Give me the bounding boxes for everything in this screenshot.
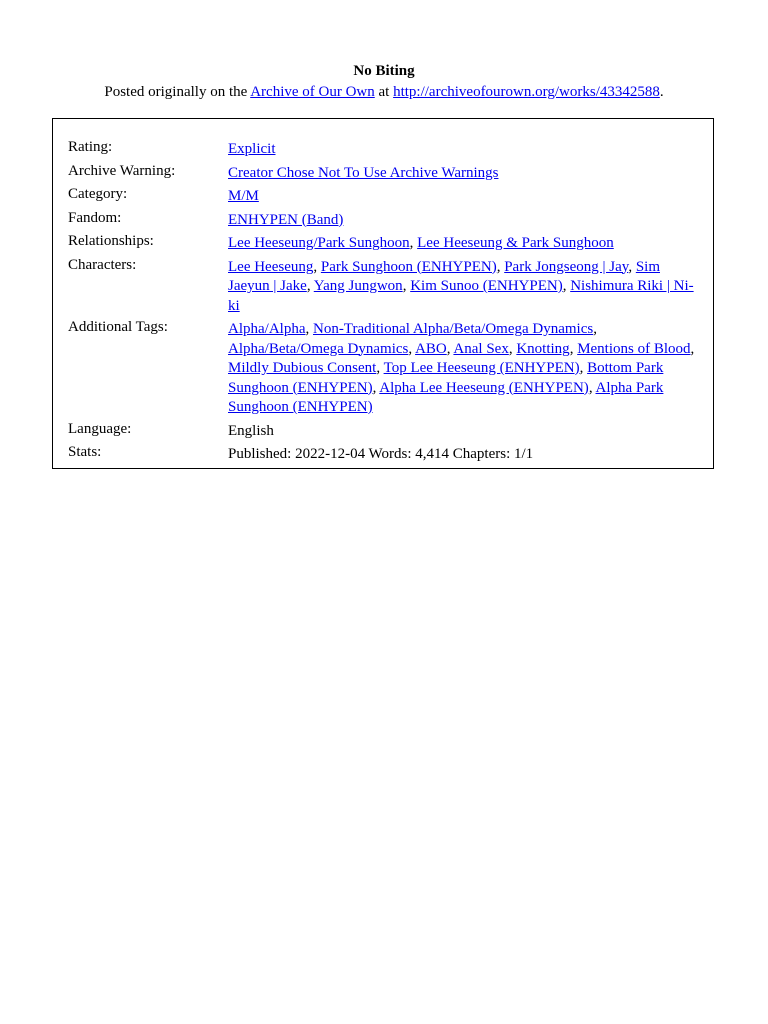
tag-link[interactable]: Knotting xyxy=(516,340,570,357)
stats-row xyxy=(68,443,698,465)
category-link[interactable]: M/M xyxy=(228,188,259,204)
tag-link[interactable]: Top Lee Heeseung (ENHYPEN) xyxy=(383,360,580,376)
character-link[interactable]: Nishimura Riki | Ni-ki xyxy=(228,278,694,314)
warning-value xyxy=(228,164,696,184)
warning-row xyxy=(68,162,698,184)
tag-link[interactable]: Mildly Dubious Consent xyxy=(228,360,377,376)
tag-link[interactable]: Non-Traditional Alpha/Beta/Omega Dynamics xyxy=(312,321,594,337)
category-label: Category: xyxy=(68,186,128,202)
relationships-value: Lee Heeseung/Park Sunghoon, Lee Heeseung & Park Sunghoon xyxy=(228,235,614,251)
tags-row xyxy=(68,318,698,418)
archive-link[interactable]: Archive of Our Own xyxy=(250,84,375,100)
fandom-label: Fandom: xyxy=(68,209,122,226)
fandom-row xyxy=(68,209,698,231)
tag-link[interactable]: Anal Sex xyxy=(453,340,509,357)
posted-suffix: . xyxy=(659,84,664,100)
characters-label: Characters: xyxy=(68,256,137,273)
tags-label: Additional Tags: xyxy=(68,319,168,335)
posted-prefix: Posted originally on the xyxy=(104,84,251,100)
character-link[interactable]: Park Sunghoon (ENHYPEN) xyxy=(320,258,497,275)
tag-link[interactable]: ABO xyxy=(415,340,447,357)
warning-link[interactable]: Creator Chose Not To Use Archive Warnings xyxy=(228,164,499,181)
posted-middle: at xyxy=(374,84,394,100)
rating-value xyxy=(228,140,696,160)
stats-label: Stats: xyxy=(68,444,102,460)
tags-value: Alpha/Alpha, Non-Traditional Alpha/Beta/Omega Dynamics, Alpha/Beta/Omega Dynamics, ABO, Anal Sex, Knotting, Mentions of Blood, Mildly Dubious Consent, Top Lee Heeseung (ENHYPEN), Bottom Park Sunghoon (ENHYPEN), Alpha Lee Heeseung (ENHYPEN), Alpha Park Sunghoon (ENHYPEN) xyxy=(228,321,695,415)
relationships-row xyxy=(68,232,698,254)
category-row xyxy=(68,185,698,207)
fandom-value xyxy=(228,211,696,231)
posted-line xyxy=(0,83,768,102)
character-link[interactable]: Yang Jungwon xyxy=(313,278,403,294)
work-title: No Biting xyxy=(353,63,415,79)
character-link[interactable]: Kim Sunoo (ENHYPEN) xyxy=(410,278,563,294)
tag-link[interactable]: Alpha/Beta/Omega Dynamics xyxy=(228,340,409,357)
relationship-link[interactable]: Lee Heeseung/Park Sunghoon xyxy=(228,235,410,251)
relationships-label: Relationships: xyxy=(68,233,154,249)
tag-link[interactable]: Alpha Park Sunghoon (ENHYPEN) xyxy=(228,379,664,415)
language-row xyxy=(68,420,698,442)
metadata-table xyxy=(68,138,698,467)
language-value: English xyxy=(228,422,274,439)
relationship-link[interactable]: Lee Heeseung & Park Sunghoon xyxy=(417,235,614,251)
tag-link[interactable]: Bottom Park Sunghoon (ENHYPEN) xyxy=(228,360,664,396)
language-label: Language: xyxy=(68,420,132,437)
work-header xyxy=(0,62,768,102)
category-value xyxy=(228,187,696,207)
stats-value: Published: 2022-12-04 Words: 4,414 Chapters: 1/1 xyxy=(228,446,534,462)
fandom-link[interactable]: ENHYPEN (Band) xyxy=(228,211,344,228)
work-url-link[interactable]: http://archiveofourown.org/works/43342588 xyxy=(393,84,660,100)
metadata-box xyxy=(52,118,714,469)
tag-link[interactable]: Alpha/Alpha xyxy=(228,321,306,337)
character-link[interactable]: Sim Jaeyun | Jake xyxy=(228,258,660,294)
tag-link[interactable]: Mentions of Blood xyxy=(577,340,691,357)
character-link[interactable]: Park Jongseong | Jay xyxy=(504,258,629,275)
characters-value: Lee Heeseung, Park Sunghoon (ENHYPEN), Park Jongseong | Jay, Sim Jaeyun | Jake, Yang Jungwon, Kim Sunoo (ENHYPEN), Nishimura Riki | Ni-ki xyxy=(228,258,694,314)
rating-row xyxy=(68,138,698,160)
tag-link[interactable]: Alpha Lee Heeseung (ENHYPEN) xyxy=(379,379,589,396)
rating-label: Rating: xyxy=(68,139,113,155)
warning-label: Archive Warning: xyxy=(68,162,176,179)
character-link[interactable]: Lee Heeseung xyxy=(228,258,314,275)
rating-link[interactable]: Explicit xyxy=(228,141,276,157)
characters-row xyxy=(68,256,698,317)
